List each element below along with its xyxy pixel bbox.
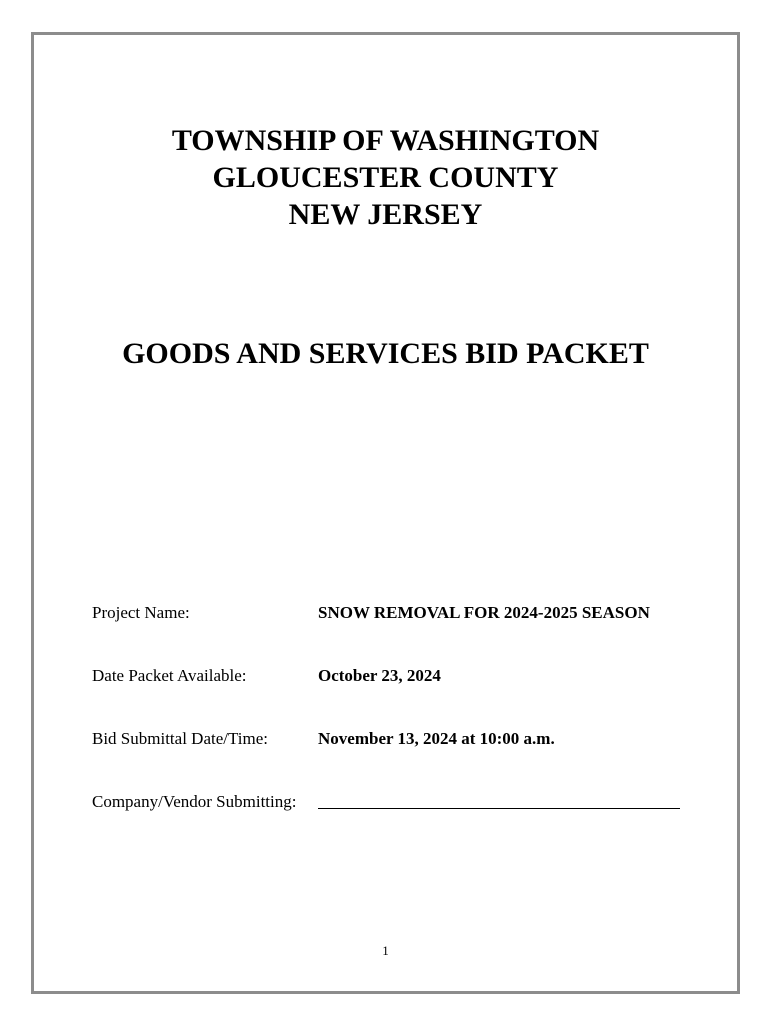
page-number: 1: [382, 943, 389, 958]
bid-submittal-label: Bid Submittal Date/Time:: [92, 729, 268, 748]
document-page: [31, 32, 740, 994]
project-name-value: SNOW REMOVAL FOR 2024-2025 SEASON: [318, 603, 650, 622]
project-name-label: Project Name:: [92, 603, 190, 622]
township-name: TOWNSHIP OF WASHINGTON: [171, 124, 600, 157]
municipality-header: [34, 122, 737, 233]
date-available-value: October 23, 2024: [318, 666, 441, 685]
state-name: NEW JERSEY: [288, 198, 483, 231]
company-vendor-label: Company/Vendor Submitting:: [92, 792, 297, 811]
document-title: GOODS AND SERVICES BID PACKET: [122, 337, 649, 370]
company-vendor-blank-line[interactable]: [318, 790, 680, 809]
county-name: GLOUCESTER COUNTY: [212, 161, 559, 194]
bid-submittal-value: November 13, 2024 at 10:00 a.m.: [318, 729, 555, 748]
date-available-label: Date Packet Available:: [92, 666, 247, 685]
